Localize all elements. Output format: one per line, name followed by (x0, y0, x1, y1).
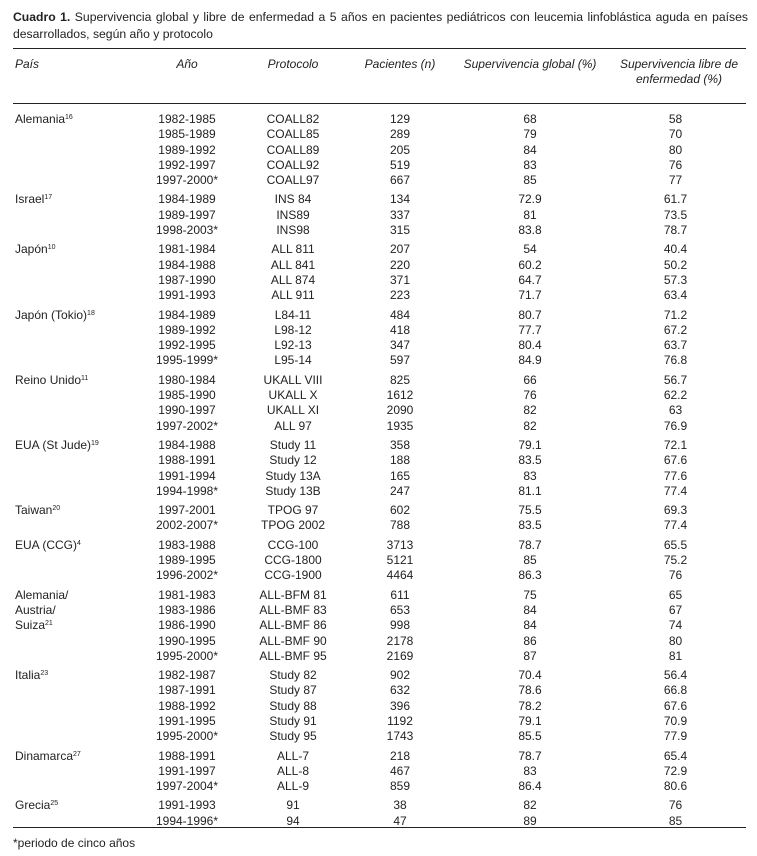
supervivencia-global-cell: 85.5 (518, 729, 542, 744)
ano-cell: 1987-1991 (158, 683, 216, 698)
pacientes-cell: 653 (389, 602, 411, 617)
pacientes-cell: 358 (389, 437, 411, 452)
pacientes-cell: 129 (389, 112, 411, 126)
ano-cell: 1988-1992 (158, 698, 216, 713)
footnote: *periodo de cinco años (13, 836, 136, 850)
supervivencia-libre-cell: 65.5 (663, 537, 688, 552)
supervivencia-libre-cell: 76 (668, 157, 683, 172)
ano-cell: 1983-1986 (158, 602, 216, 617)
caption-label: Cuadro 1. (13, 10, 71, 24)
reference-number: 21 (45, 620, 53, 628)
supervivencia-libre-cell: 56.4 (663, 668, 688, 683)
supervivencia-libre-cell: 67.6 (663, 453, 688, 468)
supervivencia-global-cell: 85 (523, 173, 537, 188)
pacientes-cell: 788 (389, 518, 411, 533)
pacientes-cell: 484 (389, 307, 411, 322)
country-name: Reino Unido (15, 372, 82, 387)
supervivencia-global-cell: 75 (523, 587, 537, 602)
ano-cell: 1991-1994 (158, 468, 216, 483)
pacientes-cell: 611 (390, 587, 410, 602)
protocolo-cell: ALL-8 (276, 763, 310, 778)
supervivencia-libre-cell: 77 (668, 173, 683, 188)
supervivencia-libre-cell: 67.2 (663, 322, 688, 337)
supervivencia-libre-cell: 40.4 (663, 242, 688, 257)
supervivencia-libre-cell: 85 (668, 813, 683, 828)
protocolo-cell: 94 (286, 813, 300, 828)
pacientes-cell: 218 (389, 748, 411, 763)
ano-cell: 2002-2007* (155, 518, 219, 533)
supervivencia-libre-cell: 65 (668, 587, 683, 602)
pacientes-cell: 5121 (386, 553, 414, 568)
protocolo-cell: Study 13A (265, 468, 321, 483)
reference-number: 17 (44, 194, 53, 202)
supervivencia-libre-cell: 61.7 (663, 192, 688, 207)
ano-cell: 1992-1995 (158, 338, 216, 353)
country-name: Alemania (15, 112, 66, 126)
supervivencia-libre-cell: 77.4 (663, 483, 688, 498)
protocolo-cell: ALL 841 (270, 257, 316, 272)
protocolo-cell: ALL-BMF 95 (259, 648, 327, 663)
pacientes-cell: 347 (389, 338, 411, 353)
supervivencia-libre-cell: 58 (668, 112, 683, 126)
ano-cell: 1998-2003* (155, 223, 219, 238)
protocolo-cell: CCG-1900 (264, 568, 322, 583)
supervivencia-global-cell: 77.7 (518, 322, 542, 337)
protocolo-cell: L95-14 (274, 353, 312, 368)
caption-text: Supervivencia global y libre de enfermedad a 5 años en pacientes pediátricos con leucemia linfoblástica aguda en países desarrollados, según año y protocolo (13, 10, 748, 41)
protocolo-cell: ALL-BMF 83 (259, 602, 327, 617)
country-name: Israel (15, 192, 45, 207)
protocolo-cell: ALL 97 (274, 418, 312, 433)
pacientes-cell: 1612 (386, 388, 414, 403)
pacientes-cell: 165 (389, 468, 411, 483)
pacientes-cell: 371 (389, 272, 411, 287)
supervivencia-libre-cell: 73.5 (663, 207, 688, 222)
pacientes-cell: 667 (389, 173, 411, 188)
ano-cell: 1997-2000* (155, 173, 219, 188)
country-group (13, 499, 746, 534)
supervivencia-global-cell: 78.6 (518, 683, 542, 698)
country-group (13, 534, 746, 584)
ano-cell: 1991-1993 (158, 798, 216, 813)
pacientes-cell: 1192 (387, 713, 413, 728)
country-name: Japón (15, 242, 48, 257)
country-group (13, 369, 746, 434)
country-group (13, 188, 746, 238)
supervivencia-libre-cell: 74 (668, 618, 683, 633)
supervivencia-global-cell: 70.4 (518, 668, 542, 683)
ano-cell: 1981-1983 (158, 587, 216, 602)
pacientes-cell: 205 (389, 142, 411, 157)
protocolo-cell: TPOG 2002 (260, 518, 326, 533)
ano-cell: 1989-1997 (158, 207, 216, 222)
reference-number: 11 (81, 374, 89, 382)
ano-cell: 1995-2000* (155, 729, 219, 744)
country-cell (13, 104, 133, 189)
pacientes-cell: 602 (389, 503, 411, 518)
ano-cell: 1985-1990 (158, 388, 216, 403)
protocolo-cell: TPOG 97 (267, 503, 319, 518)
reference-number: 4 (77, 539, 81, 547)
protocolo-cell: Study 87 (269, 683, 317, 698)
protocolo-cell: INS 84 (274, 192, 312, 207)
pacientes-cell: 859 (389, 779, 411, 794)
supervivencia-libre-cell: 66.8 (663, 683, 688, 698)
protocolo-cell: ALL 874 (270, 272, 316, 287)
supervivencia-libre-cell: 76 (668, 798, 683, 813)
pacientes-cell: 2090 (386, 403, 414, 418)
country-cell (13, 434, 133, 499)
ano-cell: 1997-2004* (155, 779, 219, 794)
protocolo-cell: INS98 (276, 223, 310, 238)
pacientes-cell: 134 (389, 192, 411, 207)
country-group (13, 584, 746, 664)
supervivencia-global-cell: 87 (523, 648, 537, 663)
country-name: EUA (CCG) (15, 537, 78, 552)
pacientes-cell: 1743 (386, 729, 414, 744)
protocolo-cell: CCG-100 (267, 537, 319, 552)
ano-cell: 1996-2002* (155, 568, 219, 583)
supervivencia-global-cell: 86.4 (518, 779, 542, 794)
protocolo-cell: UKALL VIII (263, 372, 323, 387)
country-name: Dinamarca (15, 748, 74, 763)
supervivencia-libre-cell: 56.7 (663, 372, 688, 387)
supervivencia-global-cell: 54 (523, 242, 537, 257)
country-group (13, 238, 746, 303)
header-row (13, 49, 746, 104)
protocolo-cell: UKALL X (268, 388, 318, 403)
ano-cell: 1987-1990 (158, 272, 216, 287)
ano-cell: 1995-2000* (155, 648, 219, 663)
ano-cell: 1997-2001 (158, 503, 216, 518)
table-row (13, 434, 746, 453)
reference-number: 27 (73, 750, 81, 758)
supervivencia-libre-cell: 80.6 (663, 779, 688, 794)
header-ano: Año (133, 49, 241, 104)
reference-number: 18 (87, 309, 95, 317)
ano-cell: 1982-1987 (158, 668, 216, 683)
supervivencia-global-cell: 84.9 (518, 353, 542, 368)
supervivencia-global-cell: 83 (523, 763, 537, 778)
pacientes-cell: 2169 (386, 648, 414, 663)
country-cell (13, 304, 133, 369)
supervivencia-libre-cell: 63.4 (663, 288, 688, 303)
pacientes-cell: 3713 (386, 537, 414, 552)
survival-table (13, 48, 746, 829)
country-cell (13, 238, 133, 303)
table-row (13, 238, 746, 257)
ano-cell: 1991-1997 (158, 763, 216, 778)
header-supervivencia-global: Supervivencia global (%) (455, 49, 605, 104)
protocolo-cell: COALL92 (266, 157, 320, 172)
supervivencia-libre-cell: 76 (668, 568, 683, 583)
pacientes-cell: 223 (389, 288, 411, 303)
table-row (13, 534, 746, 553)
supervivencia-libre-cell: 67.6 (663, 698, 688, 713)
ano-cell: 1990-1995 (158, 633, 216, 648)
protocolo-cell: L84-11 (274, 307, 312, 322)
supervivencia-global-cell: 82 (523, 418, 537, 433)
protocolo-cell: ALL-BMF 86 (259, 618, 327, 633)
supervivencia-global-cell: 85 (523, 553, 537, 568)
ano-cell: 1991-1995 (158, 713, 216, 728)
ano-cell: 1982-1985 (158, 112, 216, 126)
supervivencia-global-cell: 81 (523, 207, 537, 222)
protocolo-cell: Study 91 (269, 713, 317, 728)
table-row (13, 499, 746, 518)
country-name: Japón (Tokio) (15, 307, 88, 322)
pacientes-cell: 47 (393, 813, 407, 828)
country-name: Grecia (15, 798, 51, 813)
supervivencia-global-cell: 78.7 (518, 748, 542, 763)
reference-number: 23 (40, 670, 49, 678)
supervivencia-libre-cell: 76.9 (663, 418, 688, 433)
ano-cell: 1980-1984 (158, 372, 216, 387)
table-row (13, 794, 746, 813)
reference-number: 19 (91, 439, 99, 447)
protocolo-cell: INS89 (276, 207, 310, 222)
country-name: Italia (15, 668, 41, 683)
supervivencia-global-cell: 80.7 (518, 307, 542, 322)
supervivencia-libre-cell: 77.6 (663, 468, 688, 483)
pacientes-cell: 207 (389, 242, 411, 257)
supervivencia-global-cell: 80.4 (518, 338, 542, 353)
supervivencia-global-cell: 82 (523, 403, 537, 418)
supervivencia-global-cell: 86 (523, 633, 537, 648)
pacientes-cell: 467 (389, 763, 411, 778)
supervivencia-global-cell: 83.5 (518, 453, 542, 468)
supervivencia-global-cell: 79.1 (518, 713, 542, 728)
ano-cell: 1984-1989 (158, 307, 216, 322)
country-group (13, 745, 746, 795)
protocolo-cell: ALL-BMF 90 (259, 633, 327, 648)
pacientes-cell: 902 (389, 668, 411, 683)
supervivencia-libre-cell: 76.8 (663, 353, 688, 368)
ano-cell: 1989-1992 (158, 322, 216, 337)
country-cell (13, 188, 133, 238)
header-supervivencia-libre: Supervivencia libre de enfermedad (%) (605, 49, 746, 104)
country-name: EUA (St Jude) (15, 437, 92, 452)
ano-cell: 1988-1991 (158, 748, 216, 763)
supervivencia-global-cell: 68 (523, 112, 537, 126)
pacientes-cell: 1935 (386, 418, 414, 433)
table-row (13, 104, 746, 128)
supervivencia-libre-cell: 72.1 (663, 437, 688, 452)
protocolo-cell: ALL-BFM 81 (259, 587, 327, 602)
protocolo-cell: ALL-9 (276, 779, 310, 794)
ano-cell: 1983-1988 (158, 537, 216, 552)
bottom-rule (13, 827, 746, 828)
supervivencia-global-cell: 79.1 (518, 437, 542, 452)
pacientes-cell: 337 (389, 207, 411, 222)
protocolo-cell: Study 13B (265, 483, 321, 498)
supervivencia-libre-cell: 77.9 (663, 729, 688, 744)
reference-number: 25 (50, 800, 59, 808)
supervivencia-libre-cell: 67 (668, 602, 683, 617)
country-cell (13, 745, 133, 795)
supervivencia-libre-cell: 81 (668, 648, 683, 663)
protocolo-cell: COALL97 (266, 173, 320, 188)
supervivencia-libre-cell: 80 (668, 633, 683, 648)
supervivencia-libre-cell: 80 (668, 142, 683, 157)
ano-cell: 1995-1999* (155, 353, 219, 368)
pacientes-cell: 825 (389, 372, 411, 387)
supervivencia-libre-cell: 78.7 (663, 223, 688, 238)
ano-cell: 1997-2002* (155, 418, 219, 433)
ano-cell: 1989-1995 (158, 553, 216, 568)
supervivencia-libre-cell: 57.3 (663, 272, 688, 287)
protocolo-cell: COALL89 (266, 142, 320, 157)
supervivencia-global-cell: 64.7 (518, 272, 542, 287)
pacientes-cell: 289 (389, 127, 411, 142)
supervivencia-global-cell: 83.5 (518, 518, 542, 533)
supervivencia-global-cell: 60.2 (518, 257, 542, 272)
header-protocolo: Protocolo (241, 49, 345, 104)
pacientes-cell: 4464 (386, 568, 414, 583)
supervivencia-libre-cell: 72.9 (663, 763, 688, 778)
table-row (13, 304, 746, 323)
protocolo-cell: Study 11 (269, 437, 317, 452)
pacientes-cell: 418 (389, 322, 411, 337)
supervivencia-global-cell: 75.5 (518, 503, 542, 518)
supervivencia-global-cell: 72.9 (518, 192, 542, 207)
country-group (13, 104, 746, 189)
supervivencia-libre-cell: 69.3 (663, 503, 688, 518)
ano-cell: 1991-1993 (158, 288, 216, 303)
ano-cell: 1994-1998* (155, 483, 219, 498)
protocolo-cell: ALL 911 (271, 288, 315, 303)
ano-cell: 1990-1997 (158, 403, 216, 418)
supervivencia-global-cell: 82 (523, 798, 537, 813)
ano-cell: 1992-1997 (158, 157, 216, 172)
protocolo-cell: CCG-1800 (264, 553, 322, 568)
supervivencia-global-cell: 78.2 (518, 698, 542, 713)
protocolo-cell: COALL82 (266, 112, 320, 126)
table-row (13, 584, 746, 603)
supervivencia-global-cell: 84 (523, 602, 537, 617)
protocolo-cell: COALL85 (266, 127, 320, 142)
ano-cell: 1989-1992 (158, 142, 216, 157)
supervivencia-global-cell: 84 (523, 618, 537, 633)
country-cell (13, 534, 133, 584)
supervivencia-global-cell: 79 (523, 127, 537, 142)
country-cell (13, 664, 133, 744)
country-cell (13, 499, 133, 534)
country-cell (13, 794, 133, 829)
country-name: Taiwan (15, 503, 53, 518)
supervivencia-global-cell: 83.8 (518, 223, 542, 238)
protocolo-cell: Study 88 (269, 698, 317, 713)
supervivencia-global-cell: 86.3 (518, 568, 542, 583)
supervivencia-libre-cell: 70 (668, 127, 683, 142)
country-group (13, 304, 746, 369)
table-row (13, 745, 746, 764)
pacientes-cell: 998 (389, 618, 411, 633)
supervivencia-libre-cell: 63.7 (663, 338, 688, 353)
protocolo-cell: Study 95 (269, 729, 317, 744)
pacientes-cell: 247 (389, 483, 411, 498)
supervivencia-libre-cell: 75.2 (663, 553, 688, 568)
supervivencia-global-cell: 76 (523, 388, 537, 403)
supervivencia-global-cell: 81.1 (518, 483, 542, 498)
reference-number: 10 (47, 244, 56, 252)
pacientes-cell: 2178 (386, 633, 414, 648)
ano-cell: 1984-1989 (158, 192, 216, 207)
country-group (13, 664, 746, 744)
protocolo-cell: Study 82 (269, 668, 317, 683)
pacientes-cell: 188 (389, 453, 411, 468)
country-cell (13, 369, 133, 434)
supervivencia-libre-cell: 71.2 (663, 307, 688, 322)
country-group (13, 794, 746, 829)
reference-number: 16 (65, 114, 73, 121)
header-pacientes: Pacientes (n) (345, 49, 455, 104)
ano-cell: 1988-1991 (158, 453, 216, 468)
supervivencia-libre-cell: 50.2 (663, 257, 688, 272)
supervivencia-libre-cell: 70.9 (663, 713, 688, 728)
pacientes-cell: 519 (389, 157, 411, 172)
pacientes-cell: 38 (393, 798, 407, 813)
supervivencia-global-cell: 83 (523, 468, 537, 483)
country-cell (13, 584, 133, 664)
supervivencia-global-cell: 66 (523, 372, 537, 387)
pacientes-cell: 597 (389, 353, 411, 368)
protocolo-cell: Study 12 (269, 453, 317, 468)
reference-number: 20 (52, 505, 61, 513)
protocolo-cell: L92-13 (274, 338, 312, 353)
protocolo-cell: 91 (286, 798, 300, 813)
supervivencia-libre-cell: 77.4 (663, 518, 688, 533)
supervivencia-global-cell: 71.7 (518, 288, 542, 303)
ano-cell: 1986-1990 (158, 618, 216, 633)
protocolo-cell: L98-12 (274, 322, 312, 337)
ano-cell: 1981-1984 (158, 242, 216, 257)
ano-cell: 1984-1988 (158, 437, 216, 452)
supervivencia-libre-cell: 63 (668, 403, 683, 418)
ano-cell: 1994-1996* (155, 813, 219, 828)
supervivencia-global-cell: 84 (523, 142, 537, 157)
protocolo-cell: ALL-7 (276, 748, 310, 763)
supervivencia-libre-cell: 62.2 (663, 388, 688, 403)
table-row (13, 664, 746, 683)
header-pais: País (13, 49, 133, 104)
table-row (13, 188, 746, 207)
country-group (13, 434, 746, 499)
supervivencia-global-cell: 78.7 (518, 537, 542, 552)
pacientes-cell: 632 (389, 683, 411, 698)
protocolo-cell: UKALL XI (266, 403, 320, 418)
ano-cell: 1985-1989 (158, 127, 216, 142)
supervivencia-global-cell: 89 (523, 813, 537, 828)
pacientes-cell: 315 (389, 223, 411, 238)
table-row (13, 369, 746, 388)
pacientes-cell: 396 (389, 698, 411, 713)
table-caption (13, 9, 748, 42)
ano-cell: 1984-1988 (158, 257, 216, 272)
supervivencia-libre-cell: 65.4 (663, 748, 688, 763)
supervivencia-global-cell: 83 (523, 157, 537, 172)
pacientes-cell: 220 (389, 257, 411, 272)
protocolo-cell: ALL 811 (271, 242, 315, 257)
country-name: Alemania/ Austria/ Suiza (15, 587, 69, 633)
